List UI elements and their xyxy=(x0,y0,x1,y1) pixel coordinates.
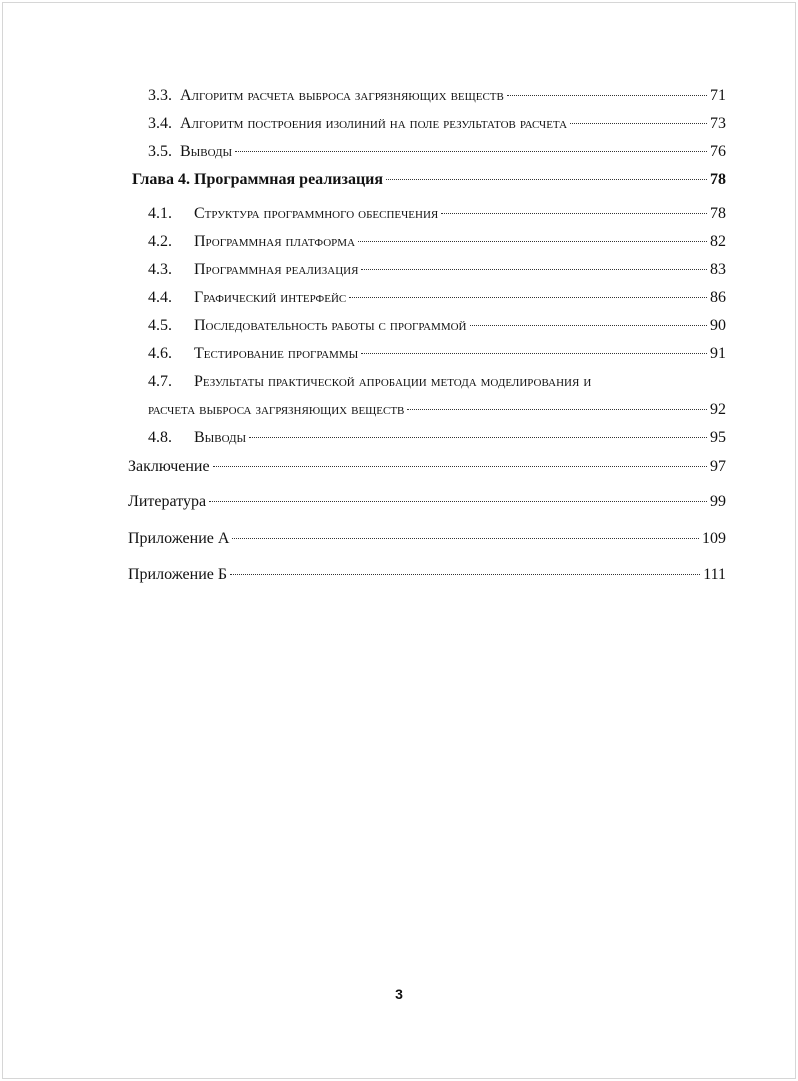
toc-page: 86 xyxy=(710,289,726,306)
toc-page: 83 xyxy=(710,261,726,278)
toc-label: Программная платформа xyxy=(194,233,356,250)
toc-entry-3-3[interactable] xyxy=(148,86,726,106)
toc-page: 111 xyxy=(703,566,726,583)
page-number: 3 xyxy=(395,986,403,1002)
toc-page: 91 xyxy=(710,345,726,362)
toc-number: 4.7. xyxy=(148,373,172,390)
toc-label: Графический интерфейс xyxy=(194,289,347,306)
toc-entry-3-4[interactable] xyxy=(148,114,726,134)
toc-number: 4.6. xyxy=(148,345,172,362)
toc-entry-conclusion[interactable] xyxy=(128,457,726,477)
toc-number: 3.5. xyxy=(148,143,172,160)
dot-leader xyxy=(230,573,700,575)
toc-label: Приложение А xyxy=(128,530,230,547)
dot-leader xyxy=(358,240,707,242)
toc-entry-literature[interactable] xyxy=(128,492,726,512)
dot-leader xyxy=(570,122,707,124)
dot-leader xyxy=(249,436,707,438)
dot-leader xyxy=(507,94,707,96)
dot-leader xyxy=(235,150,707,152)
toc-page: 109 xyxy=(702,530,726,547)
toc-label: Глава 4. Программная реализация xyxy=(132,171,384,188)
toc-entry-4-7-line2[interactable] xyxy=(148,400,726,420)
toc-page: 76 xyxy=(710,143,726,160)
toc-label: Алгоритм расчета выброса загрязняющих веществ xyxy=(180,87,504,104)
toc-entry-4-7-line1[interactable] xyxy=(148,372,591,392)
dot-leader xyxy=(232,537,699,539)
toc-entry-4-8[interactable] xyxy=(148,428,726,448)
toc-number: 4.4. xyxy=(148,289,172,306)
toc-number: 4.8. xyxy=(148,429,172,446)
toc-label: Приложение Б xyxy=(128,566,228,583)
toc-page: 78 xyxy=(710,171,726,188)
toc-page: 99 xyxy=(710,493,726,510)
toc-number: 4.2. xyxy=(148,233,172,250)
dot-leader xyxy=(470,324,708,326)
toc-number: 3.4. xyxy=(148,115,172,132)
toc-entry-appendix-b[interactable] xyxy=(128,565,726,585)
toc-page: 97 xyxy=(710,458,726,475)
dot-leader xyxy=(386,178,707,180)
toc-page: 78 xyxy=(710,205,726,222)
toc-label: Результаты практической апробации метода моделирования и xyxy=(194,373,592,390)
toc-label: Структура программного обеспечения xyxy=(194,205,439,222)
toc-entry-appendix-a[interactable] xyxy=(128,529,726,549)
toc-label-continuation: расчета выброса загрязняющих веществ xyxy=(148,401,405,418)
toc-entry-chapter-4[interactable] xyxy=(132,170,726,190)
toc-label: Программная реализация xyxy=(194,261,359,278)
toc-page: 95 xyxy=(710,429,726,446)
toc-page: 82 xyxy=(710,233,726,250)
toc-number: 4.3. xyxy=(148,261,172,278)
toc-label: Выводы xyxy=(180,143,233,160)
toc-entry-4-5[interactable] xyxy=(148,316,726,336)
dot-leader xyxy=(361,268,707,270)
toc-entry-4-6[interactable] xyxy=(148,344,726,364)
toc-entry-4-2[interactable] xyxy=(148,232,726,252)
toc-page: 73 xyxy=(710,115,726,132)
dot-leader xyxy=(349,296,707,298)
dot-leader xyxy=(441,212,707,214)
dot-leader xyxy=(209,500,707,502)
toc-label: Выводы xyxy=(194,429,247,446)
toc-entry-3-5[interactable] xyxy=(148,142,726,162)
dot-leader xyxy=(407,408,707,410)
toc-number: 4.5. xyxy=(148,317,172,334)
toc-label: Литература xyxy=(128,493,207,510)
toc-label: Алгоритм построения изолиний на поле результатов расчета xyxy=(180,115,568,132)
toc-entry-4-3[interactable] xyxy=(148,260,726,280)
toc-page: 71 xyxy=(710,87,726,104)
toc-page: 90 xyxy=(710,317,726,334)
dot-leader xyxy=(213,465,707,467)
toc-page: 92 xyxy=(710,401,726,418)
toc-entry-4-1[interactable] xyxy=(148,204,726,224)
toc-number: 4.1. xyxy=(148,205,172,222)
toc-label: Тестирование программы xyxy=(194,345,359,362)
toc-label: Заключение xyxy=(128,458,210,475)
toc-number: 3.3. xyxy=(148,87,172,104)
toc-label: Последовательность работы с программой xyxy=(194,317,467,334)
toc-entry-4-4[interactable] xyxy=(148,288,726,308)
dot-leader xyxy=(361,352,707,354)
